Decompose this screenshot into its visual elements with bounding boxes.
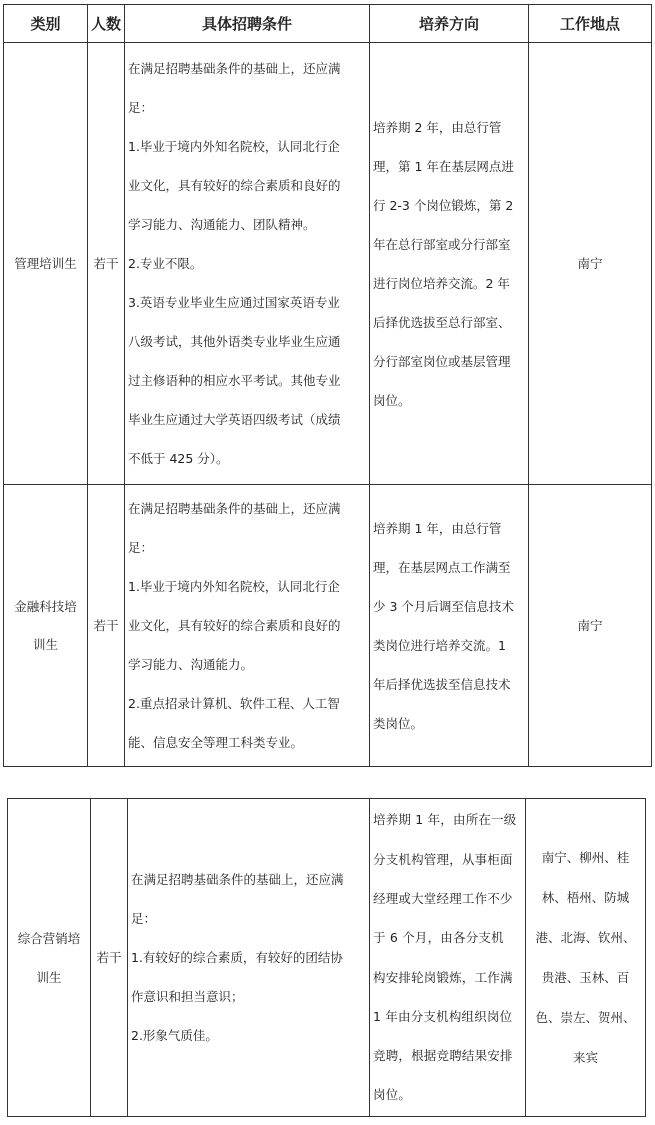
direction-line: 后择优选拔至总行部室、 xyxy=(373,314,511,330)
condition-line: 足： xyxy=(128,100,154,115)
location-line: 港、北海、钦州、 xyxy=(535,929,636,945)
condition-line: 在满足招聘基础条件的基础上，还应满 xyxy=(131,872,344,887)
direction-line: 1 年由分支机构组织岗位 xyxy=(373,1008,513,1024)
header-conditions: 具体招聘条件 xyxy=(125,5,370,43)
count-cell: 若干 xyxy=(88,485,125,767)
condition-line: 学习能力、沟通能力。 xyxy=(128,657,254,672)
condition-line: 业文化，具有较好的综合素质和良好的 xyxy=(128,178,341,193)
condition-line: 足： xyxy=(131,911,157,926)
category-cell xyxy=(8,799,91,1117)
category-line: 训生 xyxy=(32,636,58,652)
direction-line: 进行岗位培养交流。2 年 xyxy=(373,275,510,291)
direction-cell xyxy=(370,799,526,1117)
condition-line: 2.重点招录计算机、软件工程、人工智 xyxy=(128,696,340,711)
direction-line: 年后择优选拔至信息技术 xyxy=(373,676,511,692)
direction-line: 分行部室岗位或基层管理 xyxy=(373,353,511,369)
condition-line: 在满足招聘基础条件的基础上，还应满 xyxy=(128,61,341,76)
direction-line: 岗位。 xyxy=(373,1087,412,1103)
direction-line: 年在总行部室或分行部室 xyxy=(373,236,511,252)
condition-line: 学习能力、沟通能力、团队精神。 xyxy=(128,217,316,232)
category-line: 训生 xyxy=(36,969,62,985)
direction-line: 类岗位。 xyxy=(373,715,424,731)
condition-line: 2.专业不限。 xyxy=(128,256,203,271)
category-line: 金融科技培 xyxy=(14,598,77,614)
direction-line: 分支机构管理，从事柜面 xyxy=(373,851,513,867)
direction-line: 岗位。 xyxy=(373,392,411,408)
direction-cell xyxy=(370,485,529,767)
direction-line: 经理或大堂经理工作不少 xyxy=(373,890,513,906)
conditions-cell xyxy=(125,485,370,767)
direction-line: 理，在基层网点工作满至 xyxy=(373,559,511,575)
location-line: 来宾 xyxy=(572,1049,598,1065)
table-row xyxy=(4,485,652,767)
condition-line: 1.毕业于境内外知名院校，认同北行企 xyxy=(128,139,340,154)
recruitment-table-main xyxy=(3,4,652,767)
condition-line: 业文化，具有较好的综合素质和良好的 xyxy=(128,618,341,633)
header-count: 人数 xyxy=(88,5,125,43)
location-line: 林、梧州、防城 xyxy=(541,889,630,905)
location-line: 色、崇左、贺州、 xyxy=(535,1009,636,1025)
conditions-cell xyxy=(128,799,370,1117)
location-line: 南宁 xyxy=(577,618,603,633)
direction-line: 类岗位进行培养交流。1 xyxy=(373,637,506,653)
condition-line: 2.形象气质佳。 xyxy=(131,1028,218,1043)
category-cell xyxy=(4,485,88,767)
count-cell: 若干 xyxy=(88,43,125,485)
condition-line: 足： xyxy=(128,540,154,555)
category-cell xyxy=(4,43,88,485)
condition-line: 1.有较好的综合素质，有较好的团结协 xyxy=(131,950,343,965)
direction-line: 少 3 个月后调至信息技术 xyxy=(373,598,514,614)
condition-line: 不低于 425 分）。 xyxy=(128,451,229,466)
condition-line: 作意识和担当意识； xyxy=(131,989,244,1004)
conditions-cell xyxy=(125,43,370,485)
condition-line: 八级考试，其他外语类专业毕业生应通 xyxy=(128,334,341,349)
table-row xyxy=(4,43,652,485)
location-cell xyxy=(529,485,652,767)
direction-line: 竞聘，根据竞聘结果安排 xyxy=(373,1048,513,1064)
condition-line: 3.英语专业毕业生应通过国家英语专业 xyxy=(128,295,340,310)
location-line: 贵港、玉林、百 xyxy=(541,969,630,985)
condition-line: 1.毕业于境内外知名院校，认同北行企 xyxy=(128,579,340,594)
location-line: 南宁 xyxy=(577,256,603,271)
condition-line: 能、信息安全等理工科类专业。 xyxy=(128,735,304,750)
direction-line: 理，第 1 年在基层网点进 xyxy=(373,158,514,174)
category-line: 管理培训生 xyxy=(14,256,77,271)
location-cell xyxy=(526,799,646,1117)
condition-line: 毕业生应通过大学英语四级考试（成绩 xyxy=(128,412,341,427)
condition-line: 过主修语种的相应水平考试。其他专业 xyxy=(128,373,341,388)
condition-line: 在满足招聘基础条件的基础上，还应满 xyxy=(128,501,341,516)
direction-line: 培养期 1 年，由总行管 xyxy=(373,520,502,536)
count-cell: 若干 xyxy=(91,799,128,1117)
direction-line: 构安排轮岗锻炼，工作满 xyxy=(373,969,513,985)
header-location: 工作地点 xyxy=(529,5,652,43)
location-cell xyxy=(529,43,652,485)
header-row xyxy=(4,5,652,43)
direction-line: 行 2-3 个岗位锻炼，第 2 xyxy=(373,197,514,213)
table-row xyxy=(8,799,646,1117)
direction-cell xyxy=(370,43,529,485)
direction-line: 于 6 个月，由各分支机 xyxy=(373,930,504,946)
direction-line: 培养期 2 年，由总行管 xyxy=(373,119,502,135)
direction-line: 培养期 1 年，由所在一级 xyxy=(373,812,517,828)
recruitment-table-continued xyxy=(7,798,646,1117)
location-line: 南宁、柳州、桂 xyxy=(541,849,630,865)
header-category: 类别 xyxy=(4,5,88,43)
header-direction: 培养方向 xyxy=(370,5,529,43)
category-line: 综合营销培 xyxy=(17,930,81,946)
